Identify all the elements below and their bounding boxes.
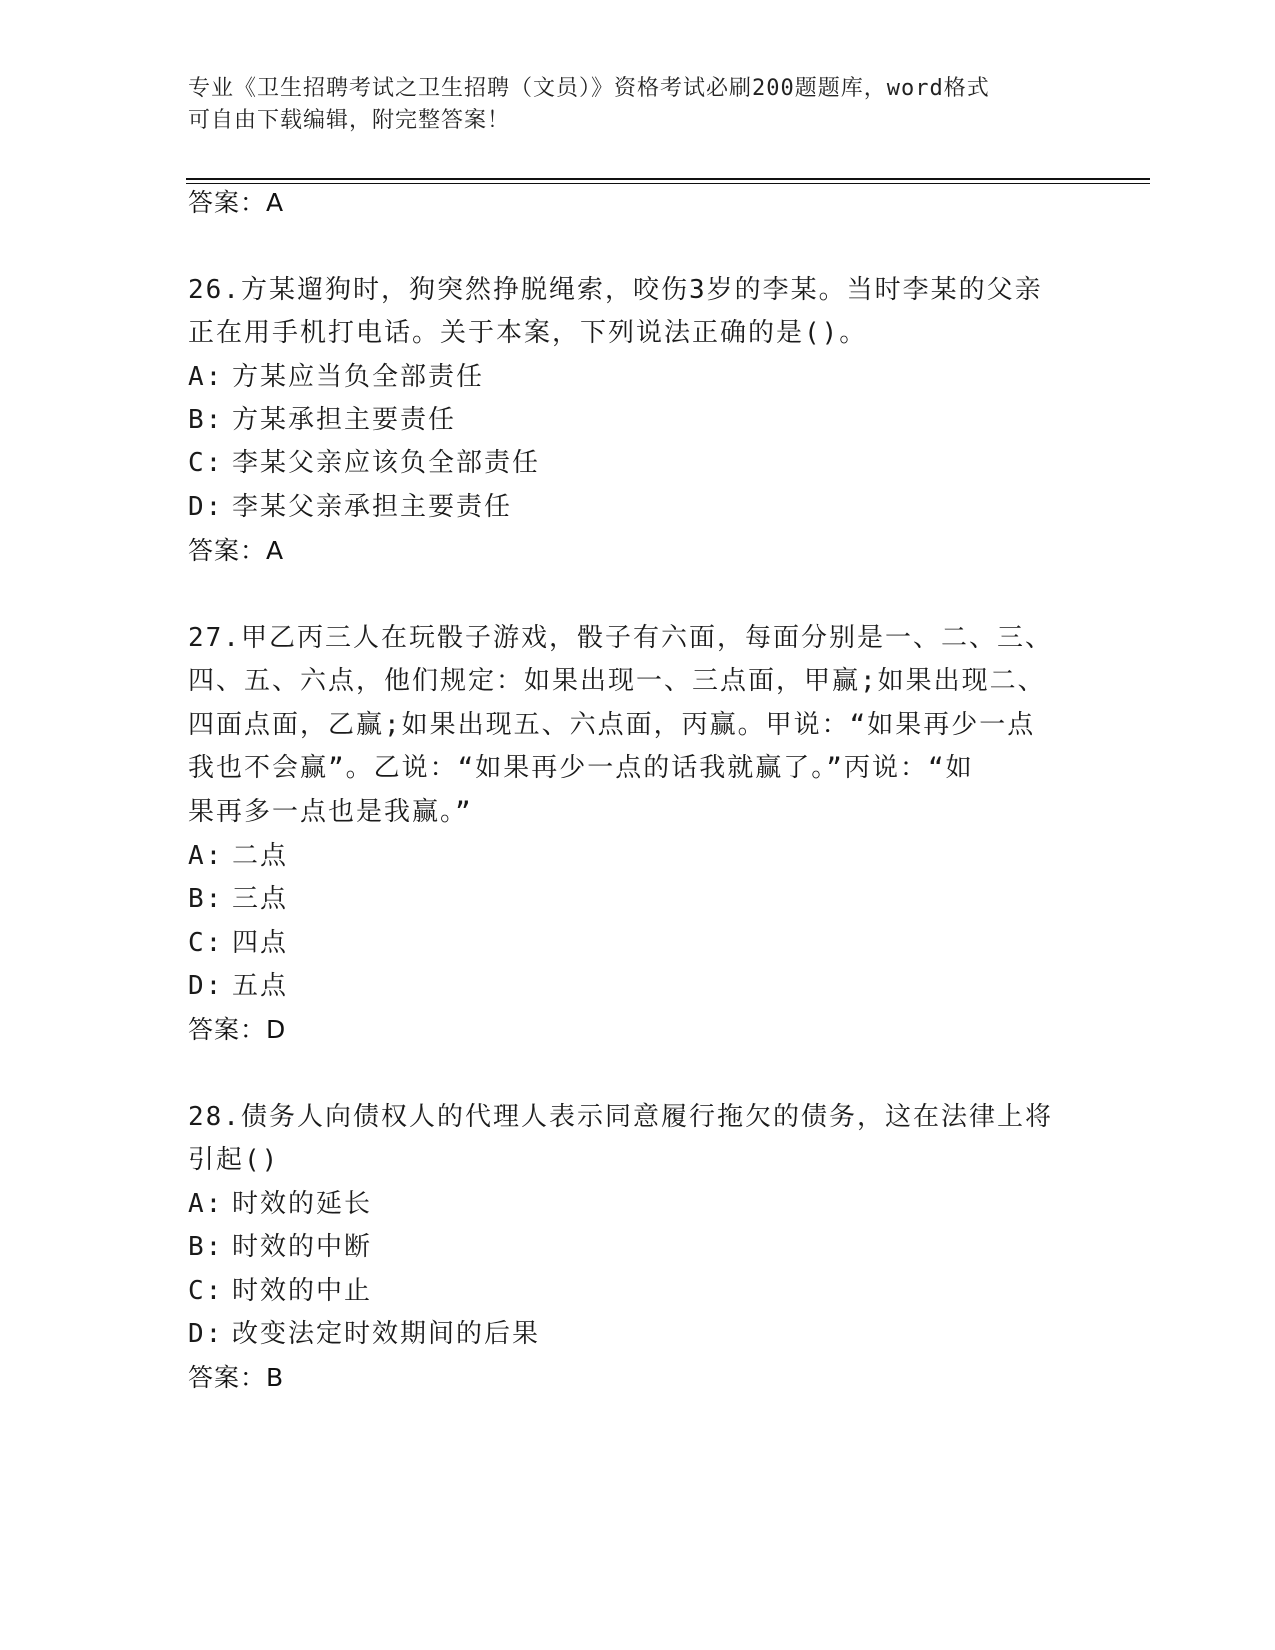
- option-a: [188, 839, 288, 873]
- option-d: [188, 1317, 540, 1351]
- question-text-line: 26.方某遛狗时，狗突然挣脱绳索，咬伤3岁的李某。当时李某的父亲: [188, 275, 1043, 305]
- option-a: [188, 360, 484, 394]
- option-a: [188, 1187, 372, 1221]
- previous-answer: 答案：A: [188, 188, 285, 217]
- document-header: [188, 73, 1088, 137]
- option-text: 方某应当负全部责任: [232, 362, 485, 392]
- question-text-line: 我也不会赢”。乙说：“如果再少一点的话我就赢了。”丙说：“如: [188, 753, 974, 783]
- option-c: [188, 446, 540, 480]
- option-letter: D:: [188, 971, 224, 1001]
- option-text: 四点: [232, 928, 289, 958]
- option-text: 李某父亲承担主要责任: [232, 492, 513, 522]
- question-text-line: 28.债务人向债权人的代理人表示同意履行拖欠的债务，这在法律上将: [188, 1102, 1053, 1132]
- answer-26: 答案：A: [188, 536, 285, 565]
- question-text-line: 引起(): [188, 1145, 280, 1175]
- option-b: [188, 403, 456, 437]
- option-letter: C:: [188, 1276, 224, 1306]
- option-letter: D:: [188, 1319, 224, 1349]
- option-letter: D:: [188, 492, 224, 522]
- option-d: [188, 969, 288, 1003]
- question-text-line: 四、五、六点，他们规定：如果出现一、三点面，甲赢;如果出现二、: [188, 666, 1046, 696]
- option-text: 方某承担主要责任: [232, 405, 457, 435]
- question-text-line: 正在用手机打电话。关于本案，下列说法正确的是()。: [188, 318, 868, 348]
- option-d: [188, 490, 512, 524]
- option-text: 时效的中止: [232, 1276, 373, 1306]
- question-text-line: 27.甲乙丙三人在玩骰子游戏，骰子有六面，每面分别是一、二、三、: [188, 623, 1053, 653]
- answer-28: 答案：B: [188, 1363, 285, 1392]
- header-rule-thick: [186, 178, 1150, 180]
- option-text: 时效的中断: [232, 1232, 373, 1262]
- option-b: [188, 882, 288, 916]
- option-letter: C:: [188, 928, 224, 958]
- header-rule-thin: [186, 183, 1150, 184]
- option-letter: B:: [188, 884, 224, 914]
- option-b: [188, 1230, 372, 1264]
- option-letter: A:: [188, 362, 224, 392]
- option-text: 李某父亲应该负全部责任: [232, 448, 541, 478]
- answer-27: 答案：D: [188, 1015, 287, 1044]
- option-letter: A:: [188, 841, 224, 871]
- option-text: 二点: [232, 841, 289, 871]
- option-letter: B:: [188, 1232, 224, 1262]
- option-text: 时效的延长: [232, 1189, 373, 1219]
- header-line-1: 专业《卫生招聘考试之卫生招聘（文员）》资格考试必刷200题题库，word格式: [188, 76, 990, 101]
- option-c: [188, 926, 288, 960]
- question-text-line: 四面点面，乙赢;如果出现五、六点面，丙赢。甲说：“如果再少一点: [188, 710, 1036, 740]
- option-text: 三点: [232, 884, 289, 914]
- question-text-line: 果再多一点也是我赢。”: [188, 797, 473, 827]
- option-letter: B:: [188, 405, 224, 435]
- header-line-2: 可自由下载编辑，附完整答案！: [188, 108, 511, 133]
- option-text: 五点: [232, 971, 289, 1001]
- option-c: [188, 1274, 372, 1308]
- option-letter: C:: [188, 448, 224, 478]
- option-letter: A:: [188, 1189, 224, 1219]
- option-text: 改变法定时效期间的后果: [232, 1319, 541, 1349]
